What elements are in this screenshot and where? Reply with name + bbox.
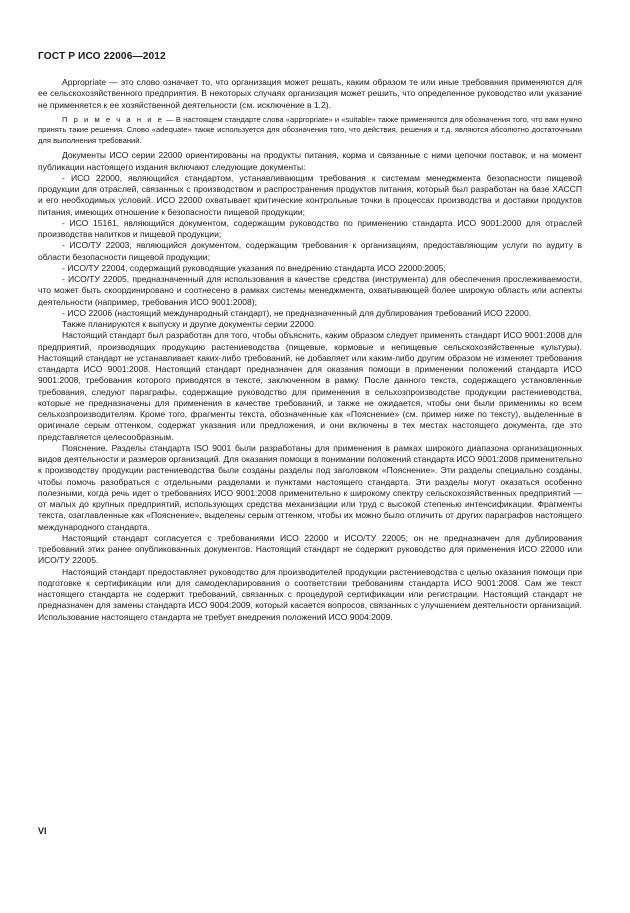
paragraph-explanation: Пояснение. Разделы стандарта ISO 9001 были разработаны для применения в рамках широкого диапазона организационных видов деятельности и размеров организаций. Для оказания помощи в понимании положений стандарта ИСО 9001:2008 применительно к производству продукции растениеводства были созданы разделы под заголовком «Пояснение». Эти разделы специально созданы, чтобы помочь разобраться с отдельными разделами и пунктами настоящего стандарта. Эти разделы могут оказаться особенно полезными, когда речь идет о требованиях ИСО 9001:2008 применительно к широкому спектру сельскохозяйственных предприятий — от малых до крупных предприятий, использующих средства механизации или труд с высокой степенью интенсификации. Фрагменты текста, озаглавленные как «Пояснение», выделены серым оттенком, чтобы их можно было отличить от других параграфов настоящего международного стандарта.	[38, 442, 582, 532]
list-item: - ИСО 22006 (настоящий международный стандарт), не предназначенный для дублирования требований ИСО 22000.	[62, 307, 532, 318]
list-item: - ИСО/ТУ 22003, являющийся документом, содержащим требования к организациям, предоставляющим услуги по аудиту в области безопасности пищевой продукции;	[38, 240, 582, 262]
list-item: - ИСО/ТУ 22004, содержащий руководящие указания по внедрению стандарта ИСО 22000:2005;	[62, 262, 446, 273]
document-header: ГОСТ Р ИСО 22006—2012	[38, 51, 166, 62]
list-item: - ИСО 15161, являющийся документом, содержащим руководство по применению стандарта ИСО 9001:2000 для отраслей производства напитков и пищевой продукции;	[38, 217, 582, 239]
paragraph-purpose: Настоящий стандарт был разработан для того, чтобы объяснить, каким образом следует применять стандарт ИСО 9001:2008 для предприятий, производящих продукцию растениеводства (пищевые, кормовые и непищевые сельскохозяйственные культуры). Настоящий стандарт не устанавливает каких-либо требований, не добавляет или каким-либо другим образом не изменяет требования стандарта ИСО 9001:2008. Настоящий стандарт предназначен для оказания помощи в применении положений стандарта ИСО 9001:2008, требования которого приводятся в тексте, заключенном в рамку. После данного текста, содержащего установленные требования, следуют параграфы, содержащие руководство для применения в сельхозпроизводстве продукции растениеводства, которые не предназначены для применения в качестве требований, и также не ожидается, чтобы они были применимы ко всем сельхозпроизводителям. Кроме того, фрагменты текста, обозначенные как «Пояснение» (см. пример ниже по тексту), выделенные в оригинале серым оттенком, содержат указания или предложения, и они включены в тех местах настоящего документа, где это представляется целесообразным.	[38, 330, 582, 442]
note-paragraph	[38, 115, 582, 147]
note-text: — В настоящем стандарте слова «appropriate» и «suitable» также применяются для обозначения того, что вам нужно принять такие решения. Слово «adequate» также используется для обозначения того, что действия, решения и т.д. являются абсолютно достаточными для выполнения требований.	[38, 114, 582, 145]
document-body	[38, 77, 582, 623]
paragraph-consistency: Настоящий стандарт согласуется с требованиями ИСО 22000 и ИСО/ТУ 22005; он не предназначен для дублирования требований этих ранее опубликованных документов. Настоящий стандарт не содержит руководство для применения ИСО 22000 или ИСО/ТУ 22005.	[38, 532, 582, 566]
page-number: VI	[38, 826, 47, 836]
list-item: - ИСО/ТУ 22005, предназначенный для использования в качестве средства (инструмента) для обеспечения прослеживаемости, что может быть скоординировано и соотнесено в рамках системы менеджмента, охватывающей более широкую область или аспекты деятельности (например, требования ИСО 9001:2008);	[38, 274, 582, 307]
paragraph-series: Документы ИСО серии 22000 ориентированы на продукты питания, корма и связанные с ними цепочки поставок, и на момент публикации настоящего издания включают следующие документы:	[38, 150, 582, 172]
paragraph-appropriate: Appropriate — это слово означает то, что организация может решать, каким образом те или иные требования применяются для ее сельскохозяйственного предприятия. В некоторых случаях организация может решить, что определенное руководство или указание не применяется к ее хозяйственной деятельности (см. исключение в 1.2).	[38, 77, 582, 110]
paragraph-guidance: Настоящий стандарт предоставляет руководство для производителей продукции растениеводства с целью оказания помощи при подготовке к сертификации или для самодекларирования о соответствии требованиям стандарта ИСО 9001:2008. Сам же текст настоящего стандарта не содержит требований, связанных с процедурой сертификации или регистрации. Настоящий стандарт не предназначен для замены стандарта ИСО 9004:2009, который касается вопросов, связанных с улучшением деятельности организаций. Использование настоящего стандарта не требует внедрения положений ИСО 9004:2009.	[38, 566, 582, 622]
list-item: - ИСО 22000, являющийся стандартом, устанавливающим требования к системам менеджмента безопасности пищевой продукции для отраслей, связанных с производством и распространения продуктов питания, который был разработан на базе ХАССП и его необходимых условий. ИСО 22000 охватывает критические контрольные точки в процессах производства и доставки продуктов питания, имеющих отношение к безопасности пищевой продукции;	[38, 172, 582, 217]
paragraph-planned: Также планируются к выпуску и другие документы серии 22000.	[62, 319, 317, 329]
note-label: П р и м е ч а н и е	[62, 114, 164, 124]
